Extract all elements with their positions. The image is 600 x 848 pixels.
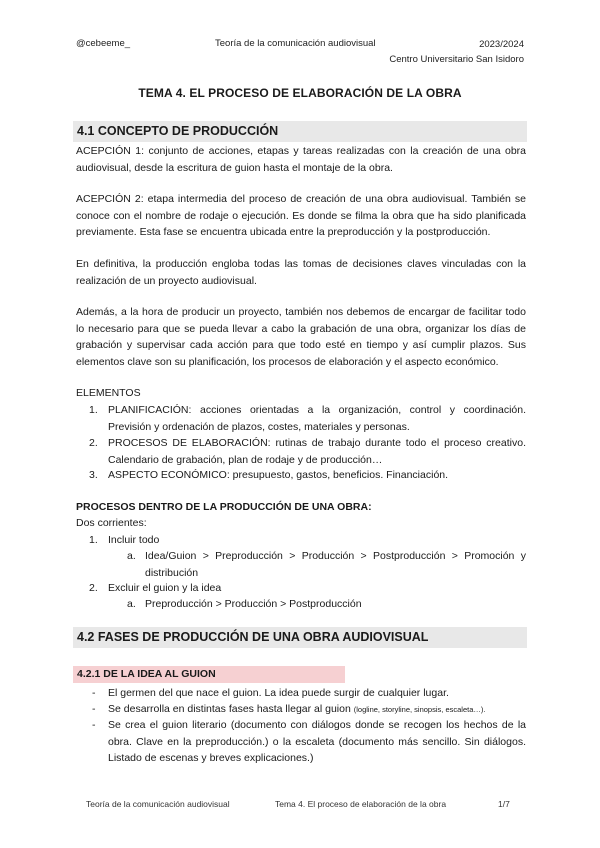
corriente-incluir-todo-detail: Idea/Guion > Preproducción > Producción > Postproducción > Promoción y distribución: [145, 550, 526, 579]
acepcion-1-text: : conjunto de acciones, etapas y tareas realizadas con la creación de una obra audiovisual, desde la escritura de guion hasta el montaje de la obra.: [76, 145, 526, 174]
bullet-fases-small: (logline, storyline, sinopsis, escaleta…).: [353, 705, 486, 714]
footer-topic: Tema 4. El proceso de elaboración de la obra: [275, 799, 447, 809]
section-heading-4-2: 4.2 FASES DE PRODUCCIÓN DE UNA OBRA AUDIOVISUAL: [73, 627, 527, 648]
corriente-incluir-todo: Incluir todo: [108, 534, 160, 546]
bullet-fases-text: Se desarrolla en distintas fases hasta llegar al guion: [108, 703, 354, 715]
sublist-letter: a.: [127, 550, 136, 562]
corriente-excluir-guion: Excluir el guion y la idea: [108, 582, 222, 594]
header-subject: Teoría de la comunicación audiovisual: [215, 38, 376, 49]
procesos-heading: PROCESOS DENTRO DE LA PRODUCCIÓN DE UNA OBRA:: [76, 501, 372, 513]
elemento-planificacion: PLANIFICACIÓN: acciones orientadas a la organización, control y coordinación. Previsión y ordenación de plazos, costes, materiales y personas.: [108, 404, 526, 433]
header-right: [389, 37, 524, 67]
document-title: TEMA 4. EL PROCESO DE ELABORACIÓN DE LA OBRA: [138, 86, 462, 100]
sublist-letter: a.: [127, 598, 136, 610]
footer-subject: Teoría de la comunicación audiovisual: [86, 799, 230, 809]
header-year: 2023/2024: [479, 39, 524, 50]
list-number: 3.: [89, 469, 98, 481]
bullet-fases: [108, 701, 526, 719]
acepcion-2-label: ACEPCIÓN 2: [76, 193, 141, 205]
header-institution: Centro Universitario San Isidoro: [389, 54, 524, 65]
list-number: 2.: [89, 582, 98, 594]
bullet-guion-literario: Se crea el guion literario (documento con diálogos donde se recogen los hechos de la obra. Clave en la preproducción.) o la escaleta (documento más sencillo. Sin diálogos. Listado de escenas y breves explicaciones.): [108, 719, 526, 764]
footer-page-number: 1/7: [498, 799, 510, 809]
corriente-excluir-guion-detail: Preproducción > Producción > Postproducción: [145, 598, 362, 610]
elemento-procesos: PROCESOS DE ELABORACIÓN: rutinas de trabajo durante todo el proceso creativo. Calendario de grabación, plan de rodaje y de producción…: [108, 437, 526, 466]
bullet-dash: -: [92, 687, 96, 699]
acepcion-1-paragraph: [76, 143, 526, 176]
list-number: 1.: [89, 404, 98, 416]
bullet-germen: El germen del que nace el guion. La idea puede surgir de cualquier lugar.: [108, 687, 449, 699]
bullet-dash: -: [92, 719, 96, 731]
acepcion-1-label: ACEPCIÓN 1: [76, 145, 142, 157]
elemento-economico: ASPECTO ECONÓMICO: presupuesto, gastos, beneficios. Financiación.: [108, 469, 449, 481]
bullet-dash: -: [92, 703, 96, 715]
elementos-label: ELEMENTOS: [76, 387, 141, 399]
list-number: 1.: [89, 534, 98, 546]
section-heading-4-1: 4.1 CONCEPTO DE PRODUCCIÓN: [73, 121, 527, 142]
ademas-paragraph: Además, a la hora de producir un proyecto, también nos debemos de encargar de facilitar todo lo necesario para que se pueda llevar a cabo la grabación de una obra, organizar los días de grabación y supervisar cada acción para que todo esté en tiempo y así cumplir plazos. Sus elementos clave son su planificación, los procesos de elaboración y el aspecto económico.: [76, 306, 526, 368]
dos-corrientes-label: Dos corrientes:: [76, 517, 147, 529]
acepcion-2-paragraph: [76, 191, 526, 241]
subsection-heading-4-2-1: 4.2.1 DE LA IDEA AL GUION: [73, 666, 345, 683]
acepcion-2-text: : etapa intermedia del proceso de creación de una obra audiovisual. También se conoce con el nombre de rodaje o ejecución. Es donde se filma la obra que ha sido planificada previamente. Esta fase se encuentra ubicada entre la preproducción y la postproducción.: [76, 193, 526, 238]
list-number: 2.: [89, 437, 98, 449]
definitiva-paragraph: En definitiva, la producción engloba todas las tomas de decisiones claves vinculadas con la realización de un proyecto audiovisual.: [76, 258, 526, 287]
header-author: @cebeeme_: [76, 38, 131, 49]
